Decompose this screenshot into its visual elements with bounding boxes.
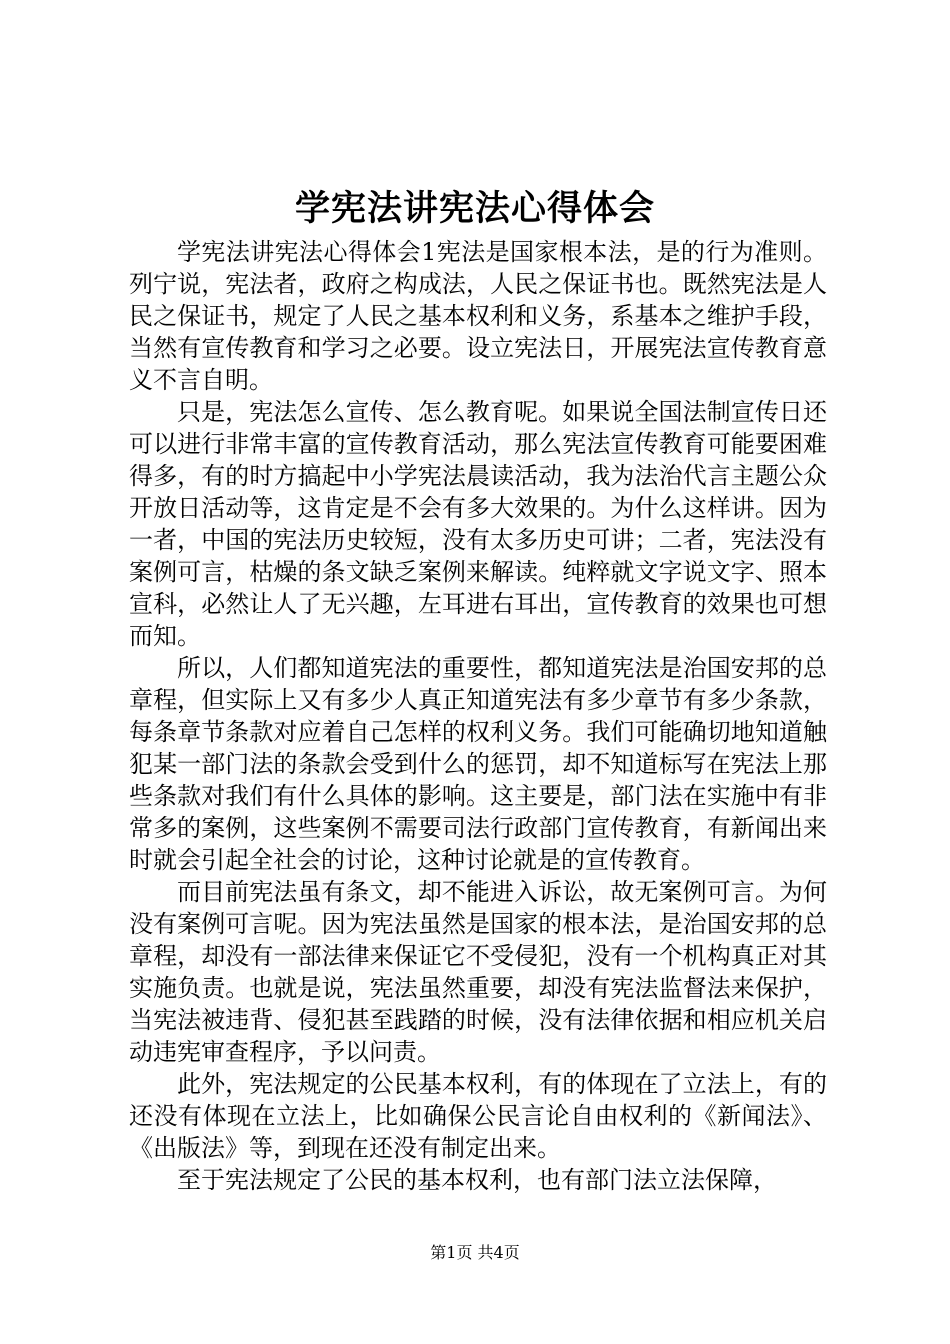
document-body xyxy=(129,236,827,1196)
paragraph-4: 而目前宪法虽有条文，却不能进入诉讼，故无案例可言。为何没有案例可言呢。因为宪法虽然是国家的根本法，是治国安邦的总章程，却没有一部法律来保证它不受侵犯，没有一个机构真正对其实施负责。也就是说，宪法虽然重要，却没有宪法监督法来保护，当宪法被违背、侵犯甚至践踏的时候，没有法律依据和相应机关启动违宪审查程序，予以问责。 xyxy=(129,878,827,1066)
paragraph-2: 只是，宪法怎么宣传、怎么教育呢。如果说全国法制宣传日还可以进行非常丰富的宣传教育活动，那么宪法宣传教育可能要困难得多，有的时方搞起中小学宪法晨读活动，我为法治代言主题公众开放日活动等，这肯定是不会有多大效果的。为什么这样讲。因为一者，中国的宪法历史较短，没有太多历史可讲；二者，宪法没有案例可言，枯燥的条文缺乏案例来解读。纯粹就文字说文字、照本宣科，必然让人了无兴趣，左耳进右耳出，宣传教育的效果也可想而知。 xyxy=(129,398,827,650)
paragraph-6: 至于宪法规定了公民的基本权利，也有部门法立法保障， xyxy=(177,1166,777,1194)
paragraph-5: 此外，宪法规定的公民基本权利，有的体现在了立法上，有的还没有体现在立法上，比如确保公民言论自由权利的《新闻法》、《出版法》等，到现在还没有制定出来。 xyxy=(129,1070,827,1162)
paragraph-1: 学宪法讲宪法心得体会1宪法是国家根本法，是的行为准则。列宁说，宪法者，政府之构成法，人民之保证书也。既然宪法是人民之保证书，规定了人民之基本权利和义务，系基本之维护手段，当然有宣传教育和学习之必要。设立宪法日，开展宪法宣传教育意义不言自明。 xyxy=(129,238,827,394)
document-title: 学宪法讲宪法心得体会 xyxy=(294,188,655,229)
paragraph-3: 所以，人们都知道宪法的重要性，都知道宪法是治国安邦的总章程，但实际上又有多少人真正知道宪法有多少章节有多少条款，每条章节条款对应着自己怎样的权利义务。我们可能确切地知道触犯某一部门法的条款会受到什么的惩罚，却不知道标写在宪法上那些条款对我们有什么具体的影响。这主要是，部门法在实施中有非常多的案例，这些案例不需要司法行政部门宣传教育，有新闻出来时就会引起全社会的讨论，这种讨论就是的宣传教育。 xyxy=(129,654,827,874)
page-number: 第1页 共4页 xyxy=(430,1243,520,1262)
